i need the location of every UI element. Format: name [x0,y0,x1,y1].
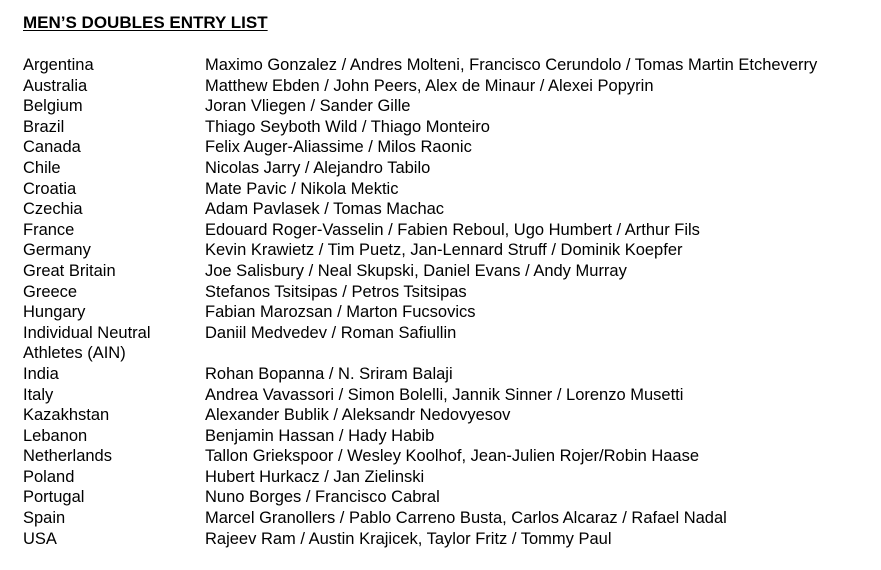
entry-players: Stefanos Tsitsipas / Petros Tsitsipas [205,282,467,301]
entry-players: Joe Salisbury / Neal Skupski, Daniel Evans / Andy Murray [205,261,627,280]
entry-row [23,508,873,529]
entry-country: Argentina [23,56,94,74]
entry-row [23,529,873,550]
entry-country: India [23,364,59,383]
entry-players: Joran Vliegen / Sander Gille [205,97,411,116]
entry-country: Kazakhstan [23,406,110,425]
entry-country: USA [23,529,57,548]
entry-country: Chile [23,158,61,177]
entry-row [23,55,873,76]
entry-players: Rohan Bopanna / N. Sriram Balaji [205,364,453,383]
entry-row [23,343,873,364]
entry-country: Greece [23,282,78,301]
entry-country: Lebanon [23,426,88,445]
entry-row [23,76,873,97]
entry-country: Croatia [23,179,77,198]
entry-row [23,158,873,179]
entry-row [23,302,873,323]
entry-players [205,343,873,364]
entry-country: Australia [23,76,88,95]
entry-country: Individual Neutral [23,323,151,342]
entry-players: Nuno Borges / Francisco Cabral [205,488,440,507]
entry-players: Tallon Griekspoor / Wesley Koolhof, Jean-Julien Rojer/Robin Haase [205,447,700,466]
entry-players: Edouard Roger-Vasselin / Fabien Reboul, Ugo Humbert / Arthur Fils [205,220,700,239]
entry-country: Netherlands [23,447,112,466]
entry-players: Daniil Medvedev / Roman Safiullin [205,323,457,342]
entry-row [23,405,873,426]
entry-players: Adam Pavlasek / Tomas Machac [205,200,445,219]
entry-row [23,96,873,117]
entry-country: Canada [23,138,81,157]
entry-country: Germany [23,241,91,260]
entry-country: Italy [23,385,54,404]
entry-row [23,426,873,447]
entry-row [23,282,873,303]
entry-players: Benjamin Hassan / Hady Habib [205,426,435,445]
entry-country: Spain [23,509,66,528]
entry-country: Hungary [23,303,86,322]
entry-row [23,323,873,344]
entry-country: France [23,220,75,239]
entry-row [23,117,873,138]
entry-list [23,55,873,549]
entry-country: Great Britain [23,261,116,280]
entry-players: Felix Auger-Aliassime / Milos Raonic [205,138,472,157]
entry-players: Mate Pavic / Nikola Mektic [205,179,399,198]
entry-players: Marcel Granollers / Pablo Carreno Busta, Carlos Alcaraz / Rafael Nadal [205,509,727,528]
entry-row [23,199,873,220]
entry-country: Portugal [23,488,85,507]
entry-players: Hubert Hurkacz / Jan Zielinski [205,467,425,486]
entry-row [23,261,873,282]
entry-row [23,137,873,158]
entry-players: Andrea Vavassori / Simon Bolelli, Jannik Sinner / Lorenzo Musetti [205,385,684,404]
entry-row [23,220,873,241]
entry-country: Brazil [23,117,65,136]
entry-row [23,467,873,488]
entry-row [23,240,873,261]
entry-players: Alexander Bublik / Aleksandr Nedovyesov [205,406,511,425]
entry-country: Czechia [23,200,83,219]
entry-row [23,446,873,467]
entry-players: Kevin Krawietz / Tim Puetz, Jan-Lennard Struff / Dominik Koepfer [205,241,683,260]
entry-country: Athletes (AIN) [23,344,126,363]
entry-players: Maximo Gonzalez / Andres Molteni, Francisco Cerundolo / Tomas Martin Etcheverry [205,56,818,74]
entry-players: Thiago Seyboth Wild / Thiago Monteiro [205,117,490,136]
entry-players: Rajeev Ram / Austin Krajicek, Taylor Fritz / Tommy Paul [205,529,612,548]
entry-row [23,487,873,508]
entry-country: Poland [23,467,75,486]
entry-players: Nicolas Jarry / Alejandro Tabilo [205,158,431,177]
entry-country: Belgium [23,97,83,116]
document-title: MEN’S DOUBLES ENTRY LIST [23,13,268,32]
entry-row [23,179,873,200]
entry-players: Fabian Marozsan / Marton Fucsovics [205,303,476,322]
entry-row [23,385,873,406]
entry-row [23,364,873,385]
entry-players: Matthew Ebden / John Peers, Alex de Minaur / Alexei Popyrin [205,76,654,95]
